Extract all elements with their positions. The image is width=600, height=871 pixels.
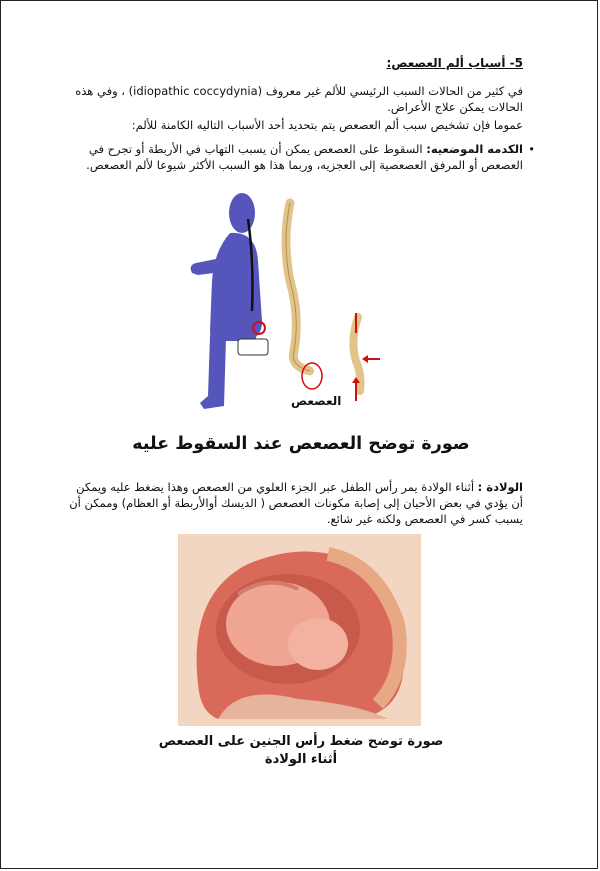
seat-block (238, 339, 268, 355)
figure2-caption (151, 733, 451, 769)
figure1-caption: صورة توضح العصعص عند السقوط عليه (132, 434, 470, 454)
bullet-childbirth-title: الولادة : (477, 480, 523, 494)
paragraph-diagnosis: عموما فإن تشخيص سبب ألم العصعص يتم بتحديد أحد الأسباب التاليه الكامنة للألم: (131, 118, 523, 132)
bullet-childbirth (68, 479, 523, 527)
childbirth-model-photo (178, 534, 421, 726)
bullet-local-bruise-text: السقوط على العصعص يمكن أن يسبب التهاب في الأربطة أو تجرح في العصعص أو المرفق العصعصية إلى العجزيه، وربما هذا هو السبب الأكثر شيوعا لألم العصعص. (86, 142, 523, 172)
coccyx-closeup-figure (342, 311, 382, 403)
coccyx-highlight-circle (302, 363, 322, 389)
paragraph-intro: في كثير من الحالات السبب الرئيسي للألم غير معروف (idiopathic coccydynia) ، وفي هذه الحالات يمكن علاج الأعراض. (75, 84, 523, 114)
bullet-local-bruise-title: الكدمه الموضعيه: (426, 142, 523, 156)
bullet-local-bruise (68, 141, 523, 173)
section-heading: 5- أسباب ألم العصعص: (386, 56, 523, 70)
spine-column (286, 203, 310, 371)
coccyx-label: العصعص (291, 394, 342, 408)
figure2-caption-line1: صورة توضح ضغط رأس الجنين على العصعص (158, 734, 444, 749)
figure2-caption-line2: أثناء الولادة (264, 752, 338, 767)
bullet-childbirth-text: أثناء الولادة يمر رأس الطفل عبر الجزء العلوي من العصعص وهذا يضغط عليه ويمكن أن يؤدي في بعض الأحيان إلى إصابة مكونات العصعص ( الديسك أوالأربطة أو العظام) وممكن أن يسبب كسر في العصعص ولكنه غير شائع. (69, 480, 523, 526)
